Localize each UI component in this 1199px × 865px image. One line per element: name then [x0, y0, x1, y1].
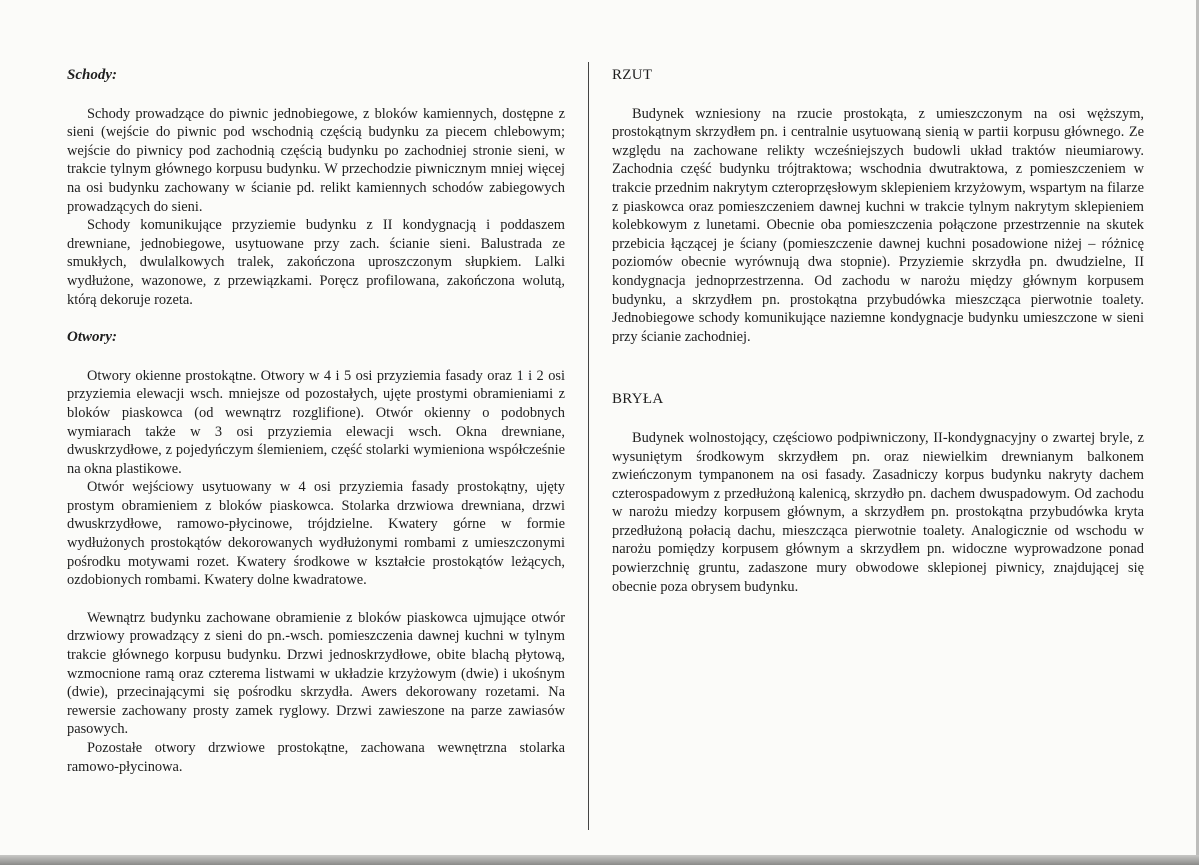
paragraph-schody-2: Schody komunikujące przyziemie budynku z II kondygnacją i poddaszem drewniane, jednobiegowe, usytuowane przy zach. ścianie sieni. Balustrada ze smukłych, dwulalkowych tralek, zakończona uproszczonym słupkiem. Lalki wydłużone, wazonowe, z przewiązkami. Poręcz profilowana, zakończona wolutą, którą dekoruje rozeta. — [67, 217, 565, 308]
column-divider — [588, 62, 589, 830]
right-column — [612, 66, 1144, 596]
section-title-rzut: RZUT — [612, 67, 653, 83]
scan-edge-bottom — [0, 855, 1199, 865]
paragraph-otwory-1: Otwory okienne prostokątne. Otwory w 4 i 5 osi przyziemia fasady oraz 1 i 2 osi przyziemia elewacji wsch. mniejsze od pozostałych, ujęte prostymi obramieniami z bloków piaskowca (od wewnątrz rozglifione). Otwór okienny o podobnych wymiarach także w 3 osi przyziemia elewacji wsch. Okna drewniane, dwuskrzydłowe, z pojedyńczym ślemieniem, część stolarki wymieniona współcześnie na okna plastikowe. — [67, 367, 565, 477]
paragraph-otwory-2: Otwór wejściowy usytuowany w 4 osi przyziemia fasady prostokątny, ujęty prostym obramieniem z bloków piaskowca. Stolarka drzwiowa drewniana, drzwi dwuskrzydłowe, ramowo-płycinowe, trójdzielne. Kwatery górne w formie wydłużonych prostokątów dekorowanych wydłużonymi rombami z umieszczonymi pośrodku motywami rozet. Kwatery środkowe w kształcie prostokątów leżących, ozdobionych rombami. Kwatery dolne kwadratowe. — [67, 479, 565, 589]
paragraph-rzut-1: Budynek wzniesiony na rzucie prostokąta, z umieszczonym na osi węższym, prostokątnym skrzydłem pn. i centralnie usytuowaną sienią w partii korpusu głównego. Ze względu na zachowane relikty wcześniejszych budowli układ traktów nieumiarowy. Zachodnia część budynku trójtraktowa; wschodnia dwutraktowa, z pomieszczeniem w trakcie przednim nakrytym czteroprzęsłowym sklepieniem krzyżowym, wspartym na filarze z piaskowca oraz pomieszczeniem dawnej kuchni w trakcie tylnym nakrytym sklepieniem kolebkowym z lunetami. Obecnie oba pomieszczenia połączone przestrzennie na skutek przebicia łączącej je ściany (pomieszczenie dawnej kuchni posadowione niżej – różnicę poziomów obecnie wyrównują dwa stopnie). Przyziemie skrzydła pn. dwudzielne, II kondygnacja jednoprzestrzenna. Od zachodu w narożu między głównym korpusem budynku, a skrzydłem pn. prostokątna przybudówka mieszcząca pierwotnie toalety. Jednobiegowe schody komunikujące naziemne kondygnacje budynku umieszczone w sieni przy ścianie zachodniej. — [612, 105, 1144, 345]
paragraph-otwory-4: Pozostałe otwory drzwiowe prostokątne, zachowana wewnętrzna stolarka ramowo-płycinowa. — [67, 740, 565, 775]
paragraph-bryla-1: Budynek wolnostojący, częściowo podpiwniczony, II-kondygnacyjny o zwartej bryle, z wysuniętym środkowym skrzydłem pn. oraz niewielkim drewnianym balkonem zwieńczonym tympanonem na osi fasady. Zasadniczy korpus budynku nakryty dachem czterospadowym z przedłużoną kalenicą, skrzydło pn. dachem dwuspadowym. Od zachodu w narożu miedzy korpusem głównym, a skrzydłem pn. prostokątna przybudówka kryta przedłużoną połacią dachu, mieszcząca pierwotnie toalety. Analogicznie od wschodu w narożu pomiędzy korpusem głównym a skrzydłem pn. widoczne wyprowadzone ponad powierzchnię gruntu, zadaszone mury obwodowe sklepionej piwnicy, znajdującej się obecnie poza obrysem budynku. — [612, 429, 1144, 595]
paragraph-schody-1: Schody prowadzące do piwnic jednobiegowe, z bloków kamiennych, dostępne z sieni (wejście do piwnic pod wschodnią częścią budynku za piecem chlebowym; wejście do piwnicy pod zachodnią częścią budynku po zachodniej stronie sieni, w trakcie tylnym głównego korpusu budynku. W przechodzie piwnicznym mniej więcej na osi budynku zachowany w ścianie pd. relikt kamiennych schodów zabiegowych prowadzących do sieni. — [67, 105, 565, 215]
section-title-schody: Schody: — [67, 67, 117, 83]
left-column — [67, 66, 565, 776]
section-title-bryla: BRYŁA — [612, 391, 664, 408]
section-title-otwory: Otwory: — [67, 329, 117, 346]
paragraph-otwory-3: Wewnątrz budynku zachowane obramienie z bloków piaskowca ujmujące otwór drzwiowy prowadzący z sieni do pn.-wsch. pomieszczenia dawnej kuchni w tylnym trakcie głównego korpusu budynku. Drzwi jednoskrzydłowe, obite blachą płytową, wzmocnione ramą oraz czterema listwami w układzie krzyżowym (dwie) i ukośnym (dwie), przecinającymi się pośrodku skrzydła. Awers dekorowany rozetami. Na rewersie zachowany prosty zamek ryglowy. Drzwi zawieszone na parze zawiasów pasowych. — [67, 609, 565, 738]
